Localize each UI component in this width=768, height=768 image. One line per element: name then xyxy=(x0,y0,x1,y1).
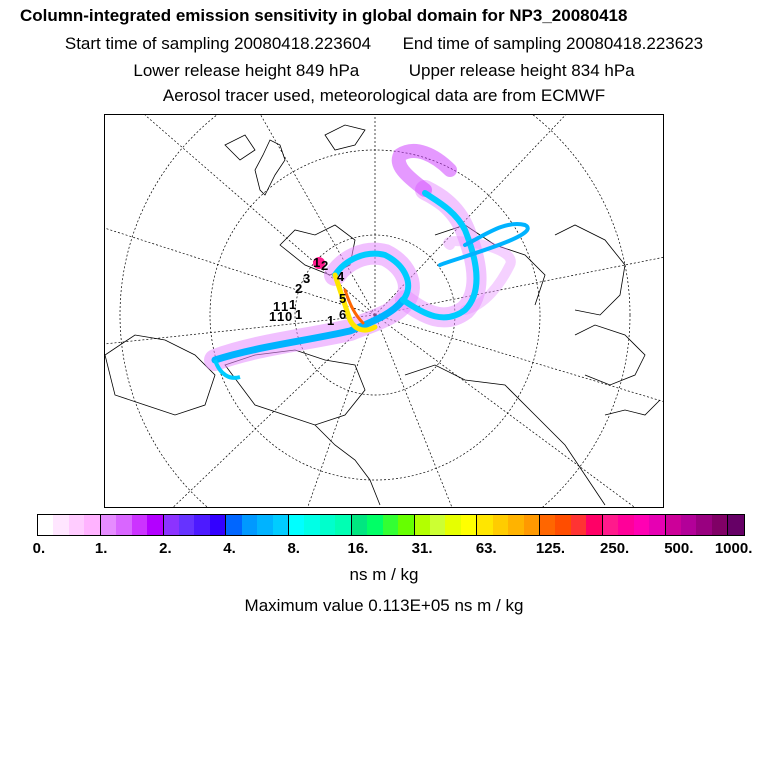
colorbar-segment xyxy=(618,515,633,535)
colorbar-segment xyxy=(194,515,209,535)
colorbar-tick-label: 250. xyxy=(600,540,630,557)
colorbar-segment xyxy=(649,515,664,535)
colorbar-unit: ns m / kg xyxy=(349,565,419,584)
colorbar-segment xyxy=(383,515,398,535)
colorbar-segment xyxy=(179,515,194,535)
coastline xyxy=(405,365,605,505)
plume-outer xyxy=(215,254,409,360)
map-title: Column-integrated emission sensitivity in global domain for NP3_20080418 xyxy=(20,6,628,25)
colorbar-tick-label: 8. xyxy=(287,540,300,557)
colorbar-segment xyxy=(555,515,570,535)
colorbar-segment xyxy=(210,515,225,535)
map-canvas xyxy=(105,115,663,507)
tracer-info: Aerosol tracer used, meteorological data are from ECMWF xyxy=(162,86,606,105)
colorbar-tick-label: 1000. xyxy=(714,540,753,557)
colorbar-segment xyxy=(163,515,179,535)
meridian xyxy=(375,315,455,507)
start-time: Start time of sampling 20080418.223604 xyxy=(64,34,372,53)
meridian xyxy=(255,115,375,315)
colorbar-segment xyxy=(414,515,430,535)
colorbar-tick-label: 2. xyxy=(159,540,172,557)
meridian xyxy=(375,315,645,507)
maximum-value: Maximum value 0.113E+05 ns m / kg xyxy=(244,596,524,615)
colorbar-tick-label: 500. xyxy=(664,540,694,557)
coastline xyxy=(315,425,380,505)
colorbar-segment xyxy=(696,515,711,535)
colorbar-segment xyxy=(242,515,257,535)
colorbar xyxy=(37,514,745,536)
colorbar-segment xyxy=(398,515,413,535)
colorbar-segment xyxy=(681,515,696,535)
colorbar-tick-label: 63. xyxy=(475,540,497,557)
colorbar-segment xyxy=(335,515,350,535)
plume-outer xyxy=(399,151,450,190)
release-heights xyxy=(0,61,768,81)
lower-release-height: Lower release height 849 hPa xyxy=(133,61,360,80)
colorbar-segment xyxy=(273,515,288,535)
colorbar-tick-label: 1. xyxy=(94,540,108,557)
colorbar-tick-label: 31. xyxy=(411,540,433,557)
colorbar-segment xyxy=(225,515,241,535)
trajectory-label: 2 xyxy=(295,281,303,296)
trajectory-label: 2 xyxy=(321,258,329,273)
colorbar-segment xyxy=(147,515,162,535)
colorbar-segment xyxy=(602,515,618,535)
colorbar-segment xyxy=(461,515,476,535)
colorbar-segment xyxy=(445,515,460,535)
trajectory-label: 0 xyxy=(285,309,293,324)
colorbar-segment xyxy=(430,515,445,535)
trajectory-label: 1 xyxy=(269,309,277,324)
trajectory-label: 1 xyxy=(327,313,335,328)
trajectory-label: 3 xyxy=(303,271,311,286)
colorbar-segment xyxy=(665,515,681,535)
colorbar-segment xyxy=(84,515,99,535)
coastline xyxy=(325,125,365,150)
polar-map xyxy=(104,114,664,508)
colorbar-segment xyxy=(38,515,53,535)
colorbar-segment xyxy=(727,515,743,535)
emission-sensitivity-field xyxy=(215,151,528,378)
colorbar-segment xyxy=(539,515,555,535)
colorbar-segment xyxy=(320,515,335,535)
colorbar-segment xyxy=(493,515,508,535)
colorbar-tick-label: 0. xyxy=(32,540,46,557)
sampling-times xyxy=(0,34,768,54)
colorbar-segment xyxy=(288,515,304,535)
colorbar-segment xyxy=(351,515,367,535)
colorbar-segment xyxy=(508,515,523,535)
coastline xyxy=(575,325,645,385)
trajectory-label: 1 xyxy=(281,299,289,314)
trajectory-label: 1 xyxy=(313,255,321,270)
colorbar-segment xyxy=(634,515,649,535)
colorbar-segment xyxy=(367,515,382,535)
colorbar-segment xyxy=(257,515,272,535)
colorbar-segment xyxy=(476,515,492,535)
coastline xyxy=(555,225,625,315)
trajectory-label: 1 xyxy=(295,307,303,322)
coastline xyxy=(255,140,285,195)
plume-outer xyxy=(405,190,477,317)
trajectory-label: 1 xyxy=(277,309,285,324)
meridian xyxy=(375,315,663,405)
end-time: End time of sampling 20080418.223623 xyxy=(402,34,704,53)
coastline xyxy=(225,135,255,160)
colorbar-segment xyxy=(132,515,147,535)
colorbar-tick-label: 125. xyxy=(535,540,566,557)
colorbar-segment xyxy=(304,515,319,535)
colorbar-segment xyxy=(53,515,68,535)
trajectory-label: 4 xyxy=(337,269,345,284)
colorbar-segment xyxy=(100,515,116,535)
colorbar-ticks xyxy=(0,540,768,558)
colorbar-segment xyxy=(586,515,601,535)
trajectory-label: 1 xyxy=(273,299,281,314)
upper-release-height: Upper release height 834 hPa xyxy=(408,61,635,80)
trajectory-label: 5 xyxy=(339,291,347,306)
colorbar-segment xyxy=(116,515,131,535)
colorbar-segment xyxy=(571,515,586,535)
colorbar-segment xyxy=(524,515,539,535)
colorbar-segment xyxy=(712,515,727,535)
coastline xyxy=(105,335,215,415)
colorbar-tick-label: 4. xyxy=(223,540,236,557)
trajectory-label: 6 xyxy=(339,307,347,322)
colorbar-segment xyxy=(69,515,84,535)
colorbar-tick-label: 16. xyxy=(347,540,369,557)
trajectory-label: 1 xyxy=(289,297,297,312)
coastline xyxy=(605,400,660,415)
